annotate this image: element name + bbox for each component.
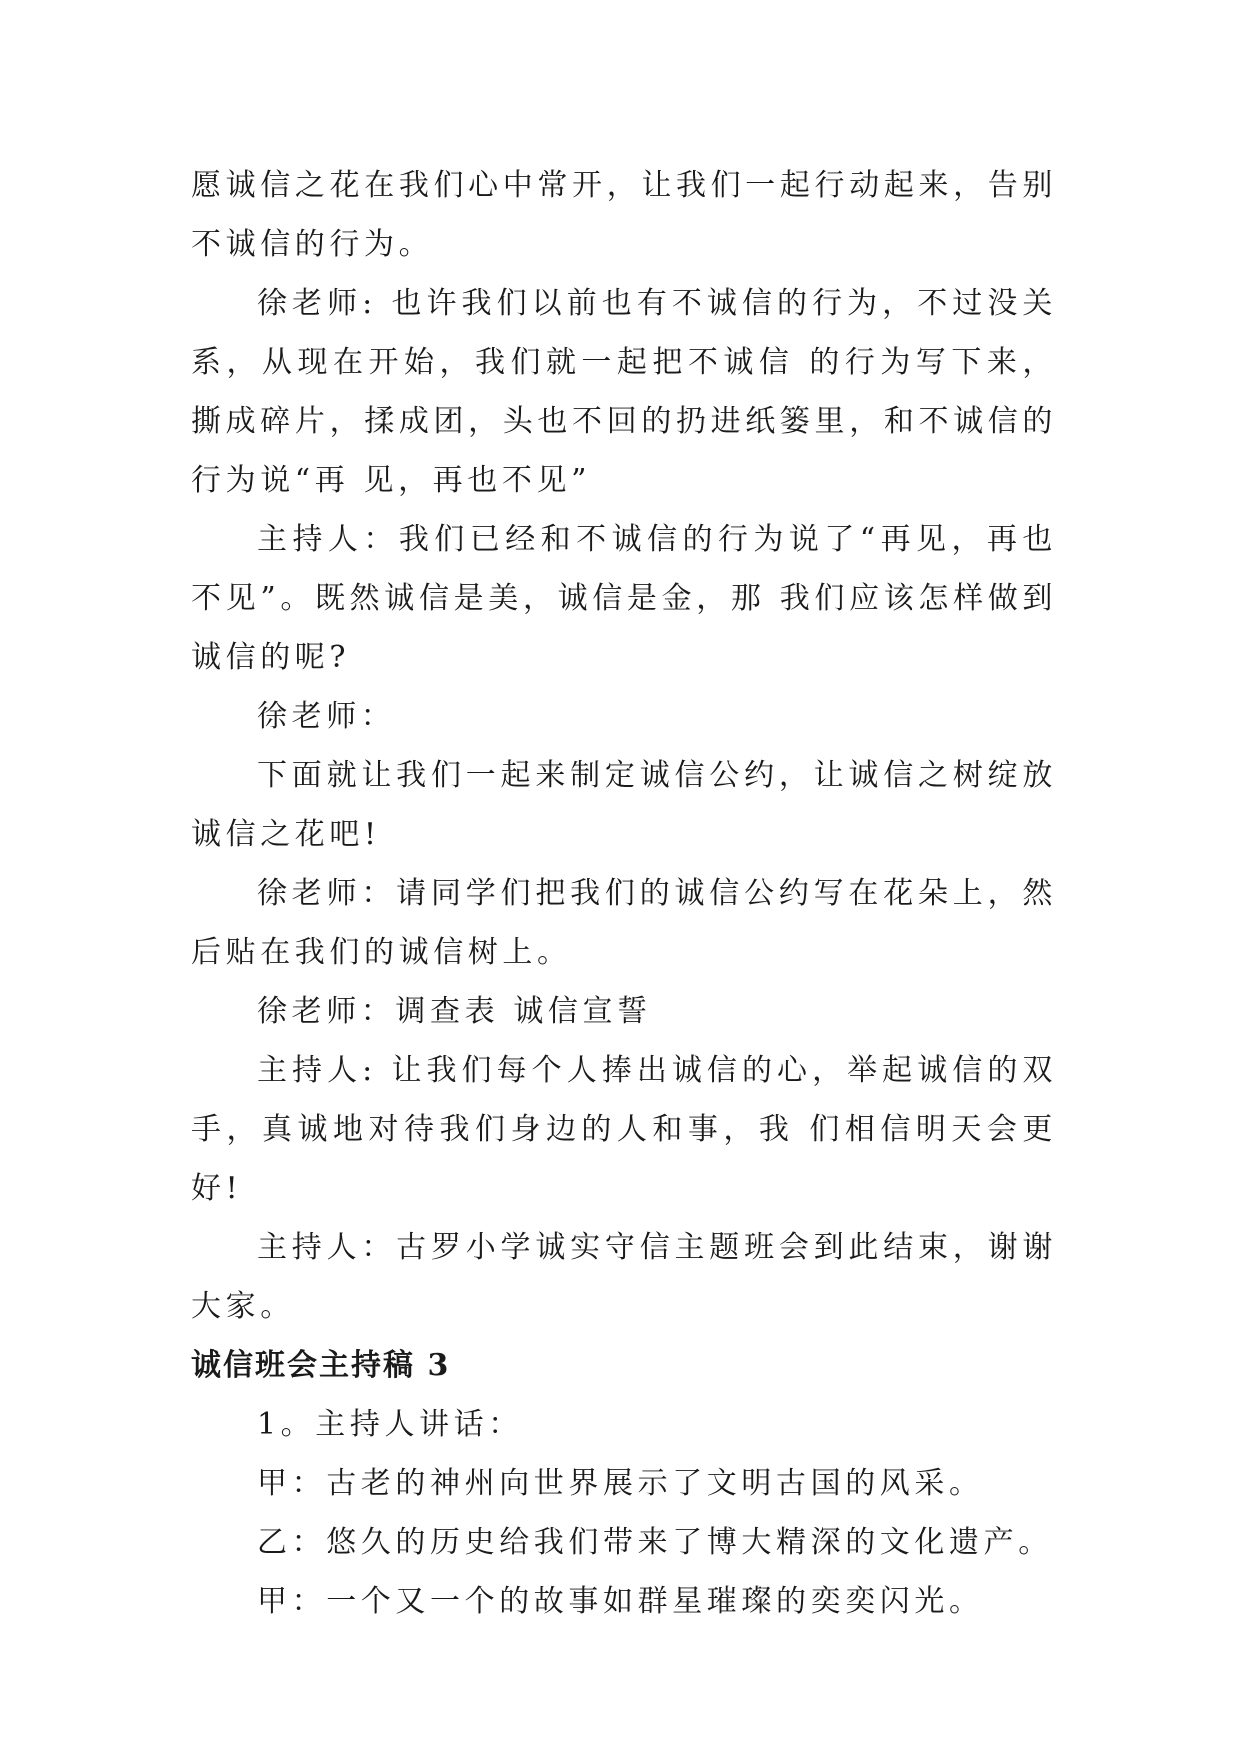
paragraph-speaker-a-2: 甲：一个又一个的故事如群星璀璨的奕奕闪光。 [257,1584,984,1619]
paragraph-speaker-b-1: 乙：悠久的历史给我们带来了博大精深的文化遗产。 [257,1525,1053,1560]
paragraph-host-1: 主持人：我们已经和不诚信的行为说了“再见，再也不见”。既然诚信是美，诚信是金，那 我们应该怎样做到诚信的呢? [191,522,1057,675]
paragraph-closing-wish: 愿诚信之花在我们心中常开，让我们一起行动起来，告别不诚信的行为。 [191,168,1057,262]
document-page [191,156,1057,1631]
paragraph-honesty-pledge-intro: 下面就让我们一起来制定诚信公约，让诚信之树绽放诚信之花吧! [191,758,1057,852]
paragraph-host-2: 主持人: 让我们每个人捧出诚信的心，举起诚信的双手，真诚地对待我们身边的人和事，我 们相信明天会更好! [191,1053,1057,1206]
paragraph-teacher-xu-3: 徐老师：请同学们把我们的诚信公约写在花朵上，然后贴在我们的诚信树上。 [191,876,1057,970]
paragraph-host-speech: 1。主持人讲话： [257,1407,523,1442]
paragraph-teacher-xu-4: 徐老师：调查表 诚信宣誓 [257,994,652,1029]
paragraph-host-3: 主持人：古罗小学诚实守信主题班会到此结束，谢谢大家。 [191,1230,1057,1324]
paragraph-speaker-a-1: 甲：古老的神州向世界展示了文明古国的风采。 [257,1466,984,1501]
paragraph-teacher-xu-1: 徐老师: 也许我们以前也有不诚信的行为，不过没关系，从现在开始，我们就一起把不诚信 的行为写下来，撕成碎片，揉成团，头也不回的扔进纸篓里，和不诚信的行为说“再 见，再也不见” [191,286,1057,498]
section-title: 诚信班会主持稿 3 [191,1348,451,1383]
paragraph-teacher-xu-2: 徐老师： [257,699,396,734]
